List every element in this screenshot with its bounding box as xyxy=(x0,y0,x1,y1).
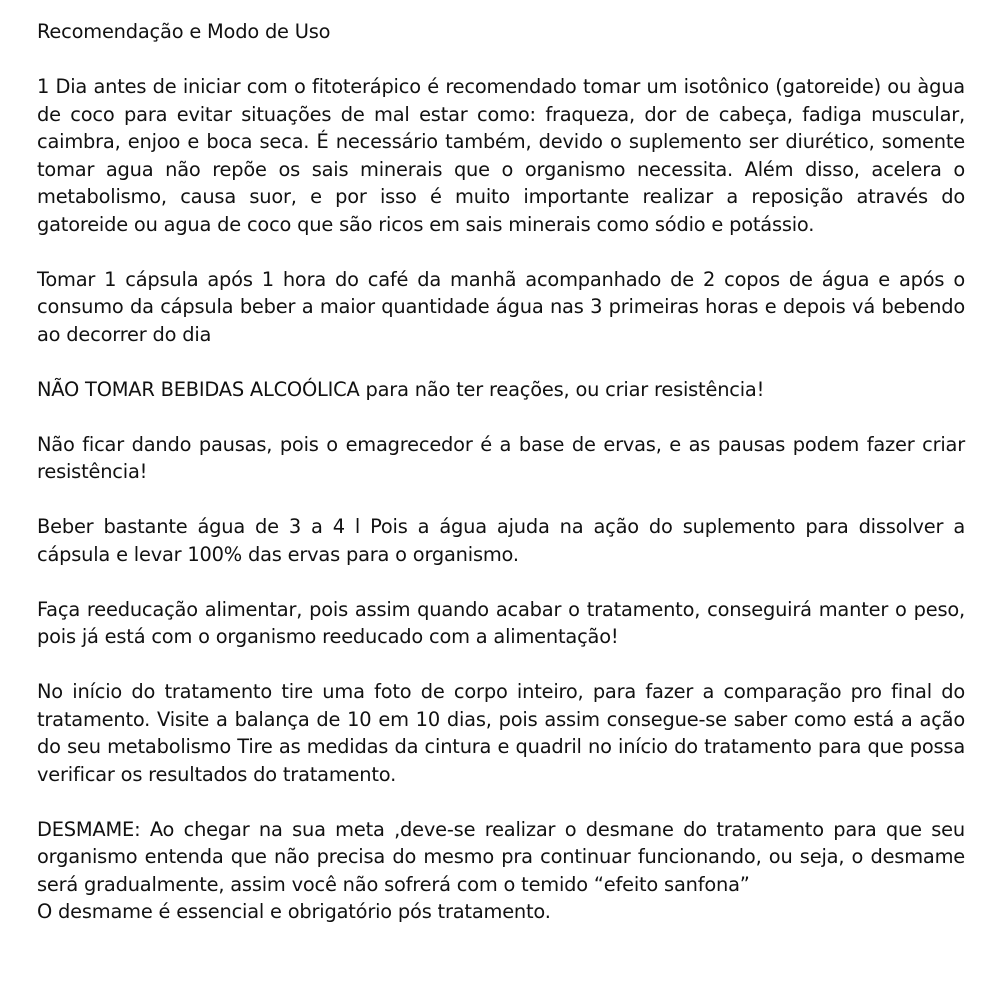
paragraph-diet: Faça reeducação alimentar, pois assim quando acabar o tratamento, conseguirá manter o peso, pois já está com o organismo reeducado com a alimentação! xyxy=(37,597,965,648)
paragraph-alcohol-warning: NÃO TOMAR BEBIDAS ALCOÓLICA para não ter reações, ou criar resistência! xyxy=(37,377,765,401)
paragraph-water-intake: Beber bastante água de 3 a 4 l Pois a água ajuda na ação do suplemento para dissolver a cápsula e levar 100% das ervas para o organismo. xyxy=(37,515,965,566)
paragraph-desmame xyxy=(37,816,965,926)
desmame-closing-line: O desmame é essencial e obrigatório pós tratamento. xyxy=(37,900,551,923)
paragraph-no-pauses: Não ficar dando pausas, pois o emagrecedor é a base de ervas, e as pausas podem fazer criar resistência! xyxy=(37,432,965,483)
paragraph-tracking: No início do tratamento tire uma foto de corpo inteiro, para fazer a comparação pro final do tratamento. Visite a balança de 10 em 10 dias, pois assim consegue-se saber como está a ação do seu metabolismo Tire as medidas da cintura e quadril no início do tratamento para que possa verificar os resultados do tratamento. xyxy=(37,680,965,786)
desmame-text: DESMAME: Ao chegar na sua meta ,deve-se realizar o desmane do tratamento para que seu organismo entenda que não precisa do mesmo pra continuar funcionando, ou seja, o desmame será gradualmente, assim você não sofrerá com o temido “efeito sanfona” xyxy=(37,817,965,896)
paragraph-dosage: Tomar 1 cápsula após 1 hora do café da manhã acompanhado de 2 copos de água e após o consumo da cápsula beber a maior quantidade água nas 3 primeiras horas e depois vá bebendo ao decorrer do dia xyxy=(37,267,965,346)
document-title: Recomendação e Modo de Uso xyxy=(37,20,331,43)
document xyxy=(37,18,965,926)
paragraph-preparation: 1 Dia antes de iniciar com o fitoterápico é recomendado tomar um isotônico (gatoreide) ou àgua de coco para evitar situações de mal estar como: fraqueza, dor de cabeça, fadiga muscular, caimbra, enjoo e boca seca. É necessário também, devido o suplemento ser diurético, somente tomar agua não repõe os sais minerais que o organismo necessita. Além disso, acelera o metabolismo, causa suor, e por isso é muito importante realizar a reposição através do gatoreide ou agua de coco que são ricos em sais minerais como sódio e potássio. xyxy=(37,75,965,236)
